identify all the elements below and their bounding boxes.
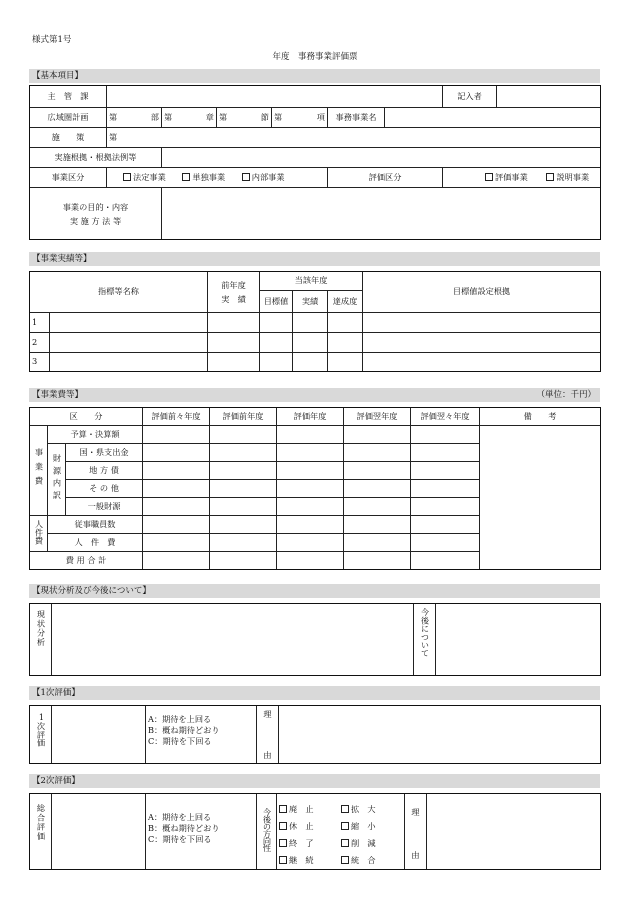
checkbox-tandoku[interactable] (182, 172, 225, 182)
field-eval1-grade[interactable] (52, 706, 146, 764)
field-biko[interactable] (480, 426, 601, 570)
cell[interactable] (344, 480, 411, 498)
checkbox-houtei[interactable] (123, 172, 166, 182)
cell[interactable] (277, 534, 344, 552)
cell[interactable] (143, 480, 210, 498)
label-shisaku: 施 策 (30, 128, 107, 148)
label-hyoka-kubun: 評価区分 (328, 168, 443, 188)
header-jisseki: 実績 (293, 291, 328, 313)
hyoka-options (443, 168, 601, 188)
section-analysis (29, 584, 600, 598)
checkbox-icon (279, 839, 287, 847)
cell[interactable] (277, 426, 344, 444)
label-jimu-jigyo-mei: 事務事業名 (328, 108, 385, 128)
dai-text: 第 (109, 111, 118, 122)
checkbox-label: 削 減 (351, 838, 376, 848)
option-c: C：期待を下回る (148, 736, 212, 746)
row-number: 1 (30, 313, 50, 333)
zennendo-line1: 前年度 (221, 280, 246, 290)
cell[interactable] (143, 552, 210, 570)
checkbox-icon (341, 856, 349, 864)
checkbox-icon (242, 173, 250, 181)
cell[interactable] (210, 462, 277, 480)
field-kou[interactable] (272, 108, 328, 128)
dai-text: 第 (219, 111, 228, 122)
field-eval2-reason[interactable] (427, 794, 601, 870)
header-konkyo: 目標値設定根拠 (363, 272, 601, 313)
cell[interactable] (344, 426, 411, 444)
eval2-text: 総合評価 (36, 804, 47, 841)
zennendo-line2: 実 績 (221, 294, 246, 304)
cell[interactable] (411, 552, 480, 570)
header-tassei: 達成度 (328, 291, 363, 313)
label-kongo (414, 604, 436, 676)
performance-table (29, 271, 601, 372)
cell[interactable] (50, 333, 208, 353)
mokuteki-line1: 事業の目的・内容 (62, 201, 129, 212)
zaigen-text: 財源内訳 (52, 453, 63, 503)
kubun-options (107, 168, 328, 188)
checkbox-dir[interactable] (279, 801, 341, 818)
label-zaigen-item: そ の 他 (66, 480, 143, 498)
cell[interactable] (293, 353, 328, 372)
cell[interactable] (210, 534, 277, 552)
cell[interactable] (344, 552, 411, 570)
basic-table (29, 85, 601, 240)
checkbox-icon (341, 839, 349, 847)
checkbox-dir[interactable] (279, 852, 341, 869)
checkbox-label: 縮 小 (351, 821, 376, 831)
label-jinkenhi (30, 516, 48, 552)
field-eval2-grade[interactable] (52, 794, 146, 870)
analysis-table (29, 603, 601, 676)
header-col: 評価前々年度 (143, 408, 210, 426)
label-jinken: 人 件 費 (48, 534, 143, 552)
cell[interactable] (363, 333, 601, 353)
checkbox-dir[interactable] (341, 801, 376, 818)
option-b: B：概ね期待どおり (148, 725, 220, 735)
header-zennendo (208, 272, 260, 313)
cell[interactable] (411, 426, 480, 444)
option-a: A：期待を上回る (148, 714, 212, 724)
section-title: 【1次評価】 (32, 688, 80, 698)
checkbox-dir[interactable] (341, 835, 376, 852)
field-genjo[interactable] (52, 604, 414, 676)
reason-yu: 由 (411, 850, 420, 861)
cell[interactable] (50, 353, 208, 372)
cell[interactable] (210, 444, 277, 462)
cell[interactable] (328, 313, 363, 333)
checkbox-icon (279, 856, 287, 864)
genjo-text: 現状分析 (36, 610, 47, 647)
kou-text: 項 (316, 111, 325, 122)
cell[interactable] (411, 444, 480, 462)
label-mokuteki (30, 188, 162, 240)
eval2-table (29, 793, 601, 870)
label-zaigen-item: 一般財源 (66, 498, 143, 516)
reason-yu: 由 (263, 750, 272, 761)
reason-ri: 理 (263, 709, 272, 719)
cell[interactable] (344, 444, 411, 462)
cell[interactable] (411, 534, 480, 552)
section-eval2 (29, 774, 600, 788)
label-hoko (257, 794, 277, 870)
label-kubun: 事業区分 (30, 168, 107, 188)
checkbox-label: 内部事業 (251, 171, 285, 182)
section-title: 【2次評価】 (32, 776, 80, 786)
header-col: 評価翌々年度 (411, 408, 480, 426)
table-row (30, 313, 601, 333)
checkbox-naibu[interactable] (242, 172, 285, 182)
cell[interactable] (210, 480, 277, 498)
field-konkyo[interactable] (162, 148, 601, 168)
checkbox-label: 統 合 (351, 855, 376, 865)
field-shisaku[interactable] (107, 128, 601, 148)
header-biko: 備 考 (480, 408, 601, 426)
cell[interactable] (143, 516, 210, 534)
cell[interactable] (210, 552, 277, 570)
checkbox-hyoka[interactable] (485, 172, 528, 182)
cell[interactable] (277, 462, 344, 480)
cell[interactable] (143, 426, 210, 444)
eval1-table (29, 705, 601, 764)
label-zaigen-item: 国・県支出金 (66, 444, 143, 462)
kongo-text: 今後について (420, 608, 431, 658)
field-eval1-reason[interactable] (279, 706, 601, 764)
hoko-text: 今後の方向性 (262, 808, 273, 852)
section-title: 【基本項目】 (32, 71, 84, 81)
header-shihyo: 指標等名称 (30, 272, 208, 313)
dai-text: 第 (164, 111, 173, 122)
cell[interactable] (293, 333, 328, 353)
checkbox-label: 休 止 (289, 821, 314, 831)
field-bu[interactable] (107, 108, 162, 128)
cell[interactable] (411, 462, 480, 480)
section-title: 【事業実績等】 (32, 254, 92, 264)
setsu-text: 節 (260, 111, 269, 122)
header-col: 評価前年度 (210, 408, 277, 426)
option-c: C：期待を下回る (148, 834, 212, 844)
label-jigyohi (30, 426, 48, 516)
page-title: 年度 事務事業評価票 (272, 52, 358, 62)
cell[interactable] (328, 333, 363, 353)
cell[interactable] (344, 516, 411, 534)
label-konkyo: 実施根拠・根拠法例等 (30, 148, 162, 168)
label-shukanka: 主 管 課 (30, 86, 107, 108)
option-b: B：概ね期待どおり (148, 823, 220, 833)
checkbox-icon (279, 822, 287, 830)
dai-text: 第 (109, 131, 118, 142)
checkbox-dir[interactable] (341, 852, 376, 869)
checkbox-label: 説明事業 (556, 171, 590, 182)
reason-ri: 理 (411, 807, 420, 817)
section-eval1 (29, 686, 600, 700)
cell[interactable] (210, 516, 277, 534)
cell[interactable] (363, 353, 601, 372)
label-shokuin: 従事職員数 (48, 516, 143, 534)
checkbox-icon (341, 822, 349, 830)
section-title: 【現状分析及び今後について】 (32, 586, 151, 596)
cell[interactable] (210, 498, 277, 516)
checkbox-icon (123, 173, 131, 181)
label-zaigen-item: 地 方 債 (66, 462, 143, 480)
jigyohi-text: 事業費 (34, 447, 45, 491)
cell[interactable] (411, 498, 480, 516)
eval2-options (146, 794, 257, 870)
cell[interactable] (208, 353, 260, 372)
cell[interactable] (344, 462, 411, 480)
checkbox-dir[interactable] (341, 818, 376, 835)
cell[interactable] (143, 462, 210, 480)
field-kongo[interactable] (436, 604, 601, 676)
checkbox-label: 拡 大 (351, 804, 376, 814)
eval1-options (146, 706, 257, 764)
section-basic (29, 69, 600, 83)
header-mokuhyo: 目標値 (260, 291, 293, 313)
table-row (30, 353, 601, 372)
row-number: 3 (30, 353, 50, 372)
checkbox-label: 終 了 (289, 838, 314, 848)
section-title: 【事業費等】 (32, 390, 84, 400)
cell[interactable] (260, 333, 293, 353)
cell[interactable] (277, 552, 344, 570)
jinkenhi-text: 人件費 (34, 519, 45, 545)
checkbox-setsumei[interactable] (546, 172, 589, 182)
label-genjo (30, 604, 52, 676)
label-gokei: 費 用 合 計 (30, 552, 143, 570)
row-number: 2 (30, 333, 50, 353)
cell[interactable] (344, 498, 411, 516)
cell[interactable] (277, 498, 344, 516)
cell[interactable] (210, 426, 277, 444)
checkbox-icon (182, 173, 190, 181)
checkbox-label: 廃 止 (289, 804, 314, 814)
option-a: A：期待を上回る (148, 812, 212, 822)
checkbox-dir[interactable] (279, 835, 341, 852)
section-cost (29, 388, 600, 402)
cell[interactable] (411, 516, 480, 534)
checkbox-icon (341, 805, 349, 813)
field-kinyusha[interactable] (497, 86, 601, 108)
cell[interactable] (143, 534, 210, 552)
cell[interactable] (260, 313, 293, 333)
label-yosan: 予算・決算額 (48, 426, 143, 444)
checkbox-icon (485, 173, 493, 181)
table-row (30, 333, 601, 353)
field-setsu[interactable] (217, 108, 272, 128)
header-col: 評価年度 (277, 408, 344, 426)
cell[interactable] (293, 313, 328, 333)
field-jimu-jigyo-mei[interactable] (385, 108, 601, 128)
cell[interactable] (143, 444, 210, 462)
section-performance (29, 252, 600, 266)
cell[interactable] (344, 534, 411, 552)
field-mokuteki[interactable] (162, 188, 601, 240)
checkbox-label: 単独事業 (192, 171, 226, 182)
header-kubun: 区 分 (30, 408, 143, 426)
eval1-text: 1次評価 (36, 712, 47, 747)
label-kinyusha: 記入者 (443, 86, 497, 108)
cell[interactable] (277, 480, 344, 498)
field-sho[interactable] (162, 108, 217, 128)
cell[interactable] (277, 516, 344, 534)
mokuteki-line2: 実 施 方 法 等 (69, 215, 122, 226)
header-col: 評価翌年度 (344, 408, 411, 426)
label-reason (405, 794, 427, 870)
cell[interactable] (260, 353, 293, 372)
field-shukanka[interactable] (107, 86, 443, 108)
label-kouiki: 広域圏計画 (30, 108, 107, 128)
checkbox-label: 法定事業 (133, 171, 166, 182)
direction-options (277, 794, 405, 870)
cell[interactable] (208, 313, 260, 333)
label-reason (257, 706, 279, 764)
checkbox-icon (546, 173, 554, 181)
cost-table (29, 407, 601, 570)
checkbox-label: 継 続 (289, 855, 314, 865)
checkbox-icon (279, 805, 287, 813)
header-toga: 当該年度 (260, 272, 363, 291)
cell[interactable] (208, 333, 260, 353)
cell[interactable] (328, 353, 363, 372)
label-eval2 (30, 794, 52, 870)
cell[interactable] (363, 313, 601, 333)
unit-label: （単位：千円） (536, 390, 596, 400)
form-number: 様式第1号 (32, 35, 72, 45)
cell[interactable] (50, 313, 208, 333)
label-eval1 (30, 706, 52, 764)
sho-text: 章 (205, 111, 214, 122)
cell[interactable] (411, 480, 480, 498)
label-zaigen (48, 444, 66, 516)
checkbox-label: 評価事業 (495, 171, 528, 182)
dai-text: 第 (274, 111, 283, 122)
bu-text: 部 (150, 111, 159, 122)
cell[interactable] (277, 444, 344, 462)
cell[interactable] (143, 498, 210, 516)
checkbox-dir[interactable] (279, 818, 341, 835)
